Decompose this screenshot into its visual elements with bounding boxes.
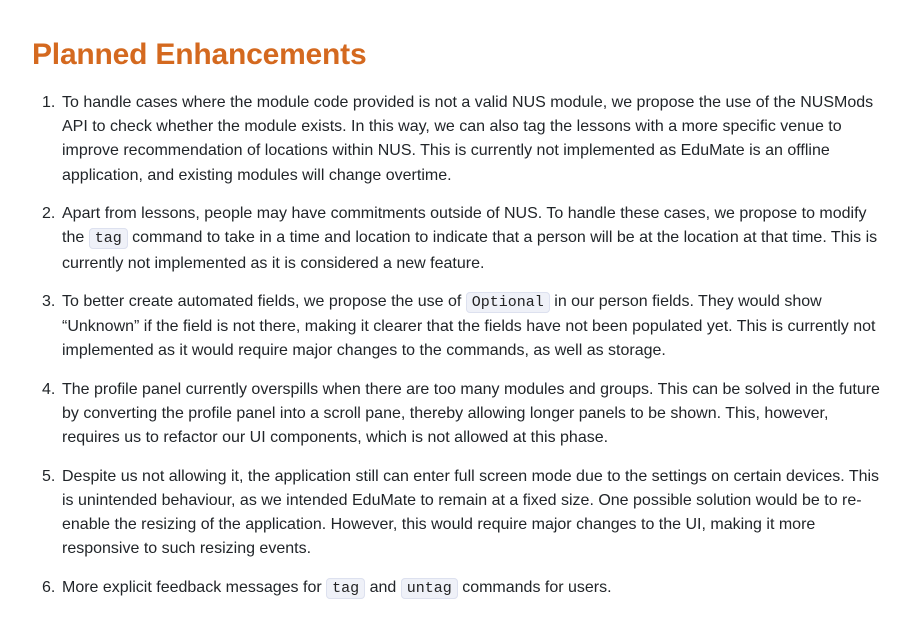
list-item bbox=[62, 465, 885, 562]
item-text: commands for users. bbox=[457, 578, 612, 596]
enhancements-list bbox=[32, 91, 885, 601]
item-text: command to take in a time and location to indicate that a person will be at the location at that time. This is currently not implemented as it is considered a new feature. bbox=[62, 229, 878, 272]
list-item bbox=[62, 576, 885, 601]
item-text: in our person fields. They would show “Unknown” if the field is not there, making it clearer that the fields have not been populated yet. This is currently not implemented as it would require major changes to the commands, as well as storage. bbox=[62, 293, 876, 360]
item-text: To better create automated fields, we propose the use of bbox=[62, 293, 466, 311]
list-item bbox=[62, 202, 885, 276]
list-item bbox=[62, 378, 885, 451]
list-item bbox=[62, 290, 885, 364]
inline-code: Optional bbox=[466, 292, 550, 313]
inline-code: untag bbox=[401, 578, 458, 599]
list-item bbox=[62, 91, 885, 188]
item-text: Despite us not allowing it, the application still can enter full screen mode due to the settings on certain devices. This is unintended behaviour, as we intended EduMate to remain at a fixed size. One possible solution would be to re-enable the resizing of the application. However, this would require major changes to the UI, making it more responsive to such resizing events. bbox=[62, 467, 880, 558]
inline-code: tag bbox=[326, 578, 365, 599]
item-text: More explicit feedback messages for bbox=[62, 578, 327, 596]
item-text: and bbox=[365, 578, 401, 596]
item-text: Apart from lessons, people may have commitments outside of NUS. To handle these cases, we propose to modify the bbox=[62, 205, 867, 247]
item-text: The profile panel currently overspills when there are too many modules and groups. This can be solved in the future by converting the profile panel into a scroll pane, thereby allowing longer panels to be shown. This, however, requires us to refactor our UI components, which is not allowed at this phase. bbox=[62, 380, 880, 447]
inline-code: tag bbox=[89, 228, 128, 249]
item-text: To handle cases where the module code provided is not a valid NUS module, we propose the use of the NUSMods API to check whether the module exists. In this way, we can also tag the lessons with a more specific venue to improve recommendation of locations within NUS. This is currently not implemented as EduMate is an offline application, and existing modules will change overtime. bbox=[62, 94, 874, 184]
page-title: Planned Enhancements bbox=[32, 38, 367, 71]
